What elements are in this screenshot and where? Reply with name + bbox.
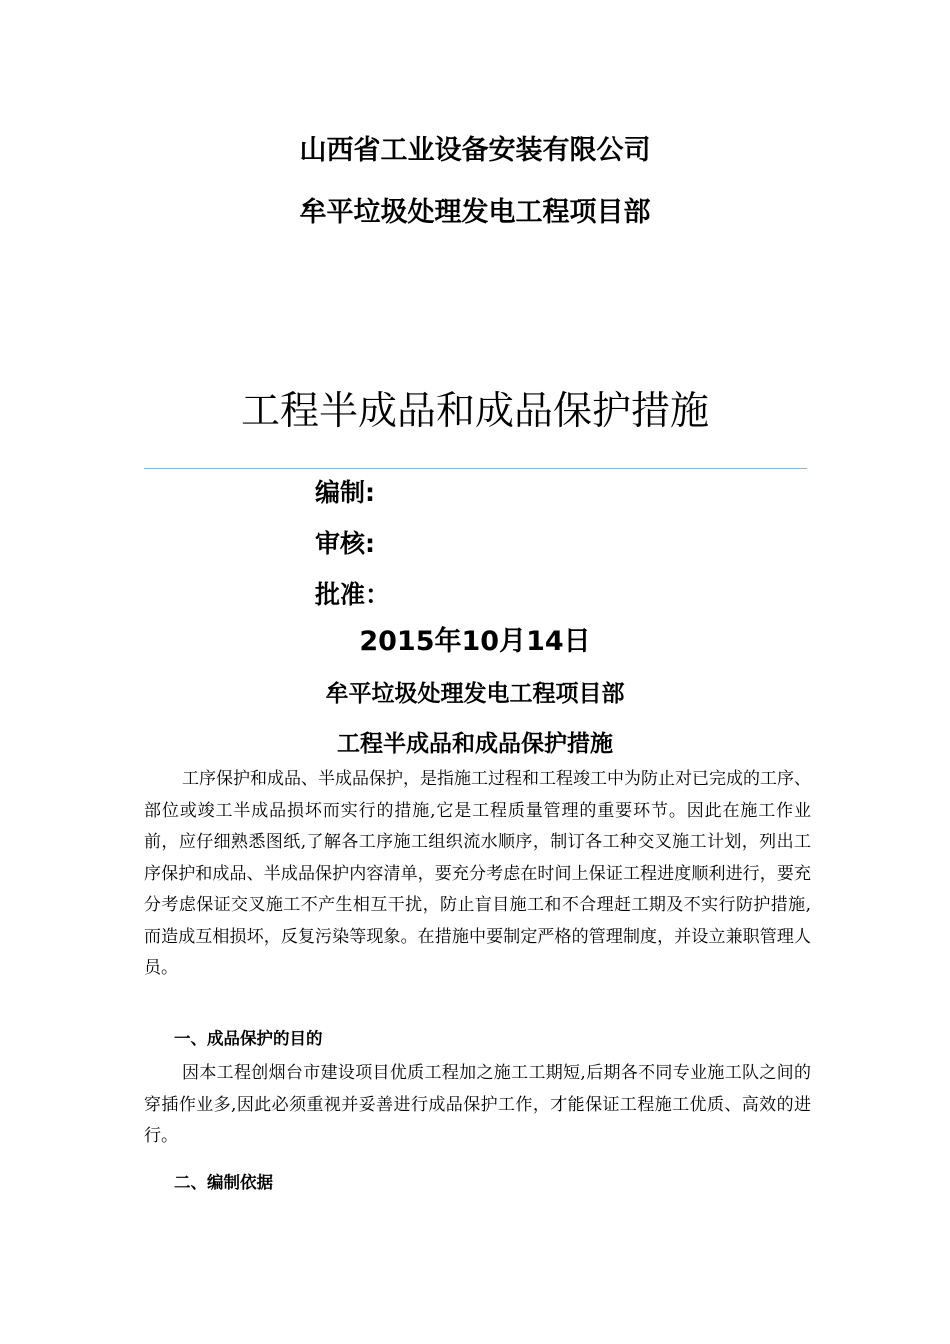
cover-company-name: 山西省工业设备安装有限公司 — [299, 135, 651, 166]
document-title: 工程半成品和成品保护措施 — [337, 731, 613, 757]
compiled-by-label: 编制: — [315, 478, 375, 507]
approved-by-label: 批准： — [315, 580, 391, 609]
cover-divider — [144, 468, 807, 469]
document-project-department: 牟平垃圾处理发电工程项目部 — [325, 681, 625, 707]
section-2-heading: 二、编制依据 — [174, 1173, 273, 1192]
section-1-paragraph: 因本工程创烟台市建设项目优质工程加之施工工期短,后期各不同专业施工队之间的穿插作业多,因此必须重视并妥善进行成品保护工作，才能保证工程施工优质、高效的进行。 — [144, 1063, 811, 1146]
cover-date: 2015年10月14日 — [359, 626, 591, 657]
intro-paragraph: 工序保护和成品、半成品保护，是指施工过程和工程竣工中为防止对已完成的工序、部位或竣工半成品损坏而实行的措施,它是工程质量管理的重要环节。因此在施工作业前，应仔细熟悉图纸,了解各工序施工组织流水顺序，制订各工种交叉施工计划，列出工序保护和成品、半成品保护内容清单，要充分考虑在时间上保证工程进度顺利进行，要充分考虑保证交叉施工不产生相互干扰，防止盲目施工和不合理赶工期及不实行防护措施,而造成互相损坏，反复污染等现象。在措施中要制定严格的管理制度，并设立兼职管理人员。 — [144, 769, 811, 978]
cover-project-department: 牟平垃圾处理发电工程项目部 — [299, 197, 651, 228]
cover-title: 工程半成品和成品保护措施 — [240, 389, 709, 434]
reviewed-by-label: 审核: — [315, 529, 375, 558]
section-1-heading: 一、成品保护的目的 — [174, 1029, 323, 1048]
